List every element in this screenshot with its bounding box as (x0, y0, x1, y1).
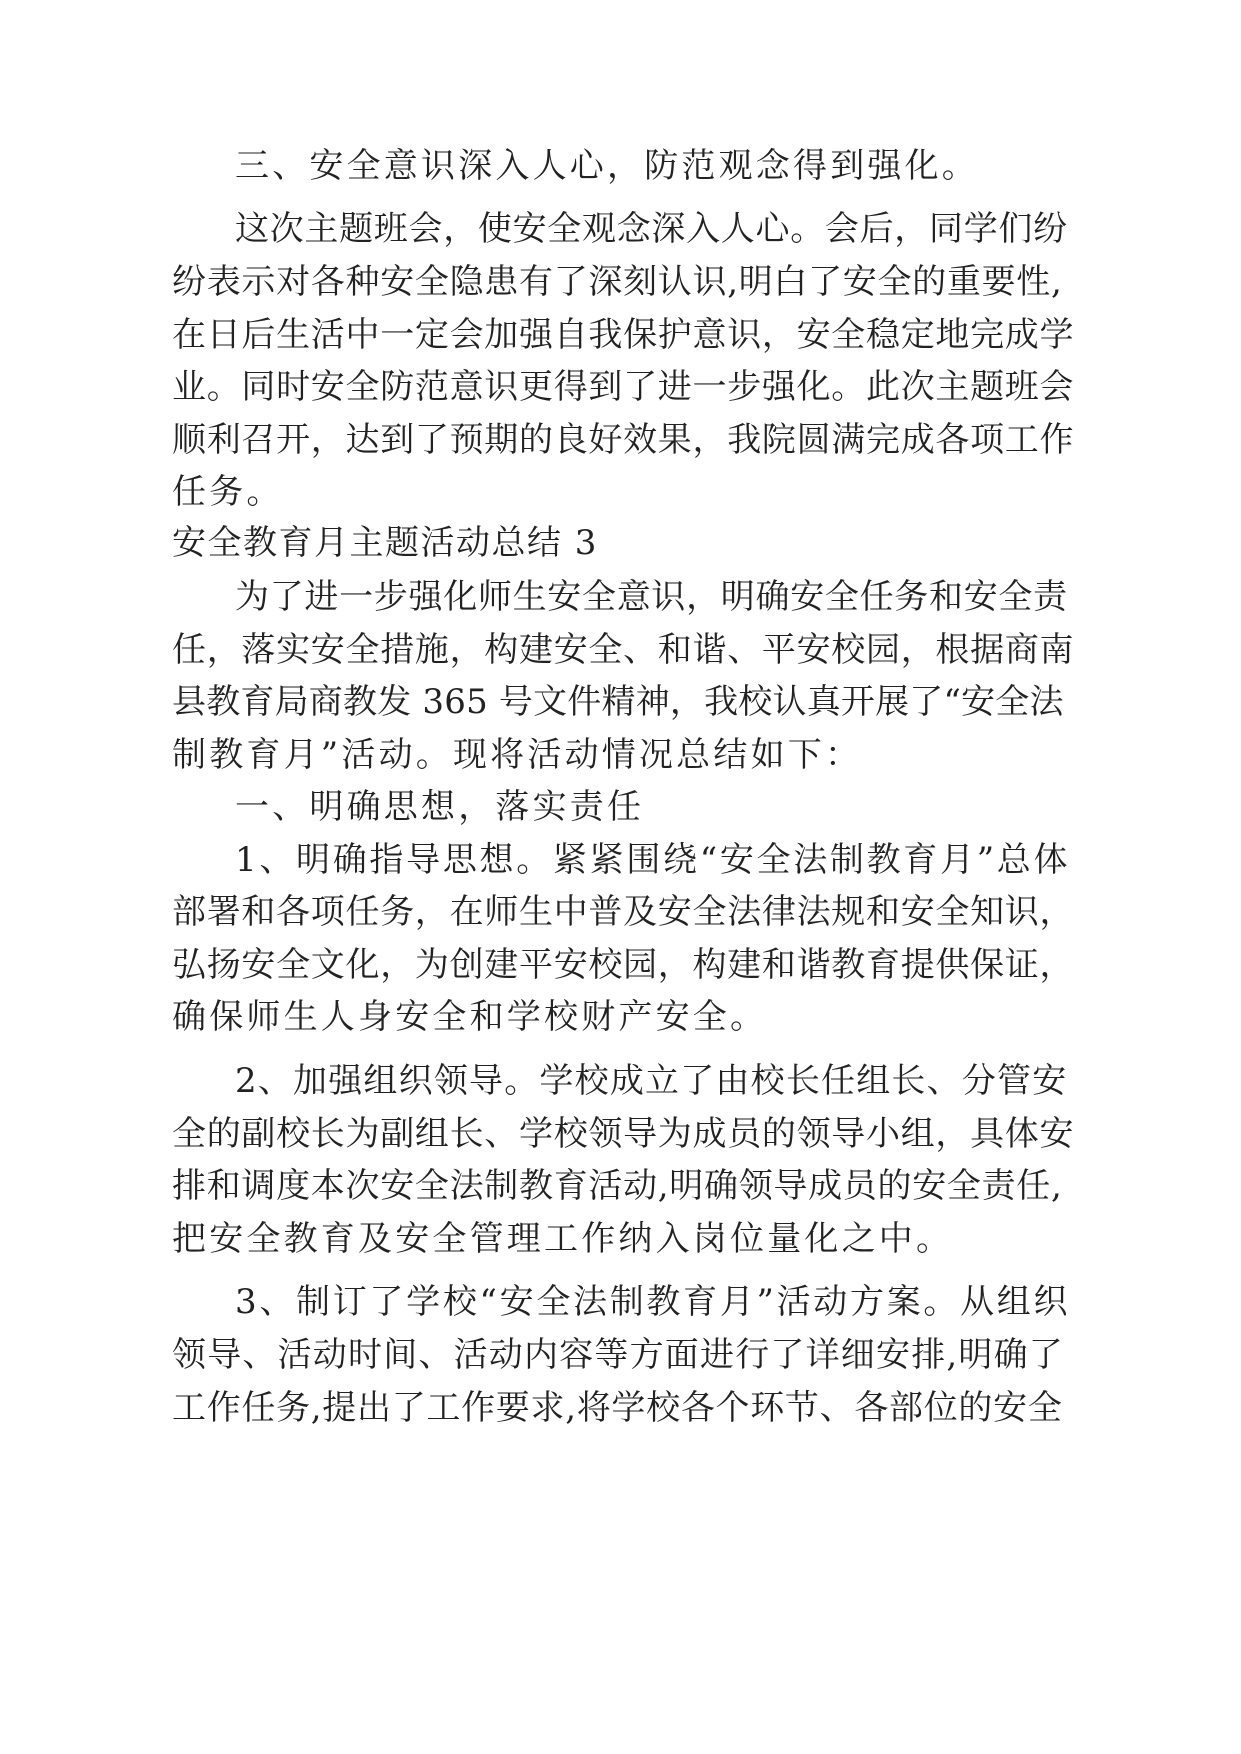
text-line: 为了进一步强化师生安全意识，明确安全任务和安全责 (235, 577, 1068, 617)
text-line: 排和调度本次安全法制教育活动,明确领导成员的安全责任, (172, 1166, 1063, 1206)
text-line: 2、加强组织领导。学校成立了由校长任组长、分管安 (235, 1061, 1068, 1101)
text-line: 任，落实安全措施，构建安全、和谐、平安校园，根据商南 (172, 630, 1075, 670)
text-line: 工作任务,提出了工作要求,将学校各个环节、各部位的安全 (172, 1388, 1063, 1428)
text-line: 制教育月”活动。现将活动情况总结如下： (172, 735, 863, 775)
text-line: 领导、活动时间、活动内容等方面进行了详细安排,明确了 (172, 1335, 1065, 1375)
section-heading: 安全教育月主题活动总结 3 (172, 523, 598, 563)
text-line: 三、安全意识深入人心，防范观念得到强化。 (235, 146, 979, 186)
text-line: 把安全教育及安全管理工作纳入岗位量化之中。 (172, 1219, 954, 1259)
text-line: 纷表示对各种安全隐患有了深刻认识,明白了安全的重要性, (172, 262, 1063, 302)
text-line: 确保师生人身安全和学校财产安全。 (172, 997, 768, 1037)
subheading: 一、明确思想，落实责任 (235, 787, 645, 827)
text-line: 在日后生活中一定会加强自我保护意识，安全稳定地完成学 (172, 315, 1075, 355)
text-line: 业。同时安全防范意识更得到了进一步强化。此次主题班会 (172, 367, 1075, 407)
text-line: 弘扬安全文化，为创建平安校园，构建和谐教育提供保证， (172, 945, 1075, 985)
text-line: 任务。 (172, 472, 284, 512)
text-line: 县教育局商教发 365 号文件精神，我校认真开展了“安全法 (172, 682, 1064, 722)
text-line: 这次主题班会，使安全观念深入人心。会后，同学们纷 (235, 209, 1068, 249)
text-line: 3、制订了学校“安全法制教育月”活动方案。从组织 (235, 1282, 1071, 1322)
text-line: 部署和各项任务，在师生中普及安全法律法规和安全知识， (172, 892, 1075, 932)
text-line: 1、明确指导思想。紧紧围绕“安全法制教育月”总体 (235, 840, 1071, 880)
text-line: 顺利召开，达到了预期的良好效果，我院圆满完成各项工作 (172, 420, 1075, 460)
text-line: 全的副校长为副组长、学校领导为成员的领导小组，具体安 (172, 1114, 1075, 1154)
